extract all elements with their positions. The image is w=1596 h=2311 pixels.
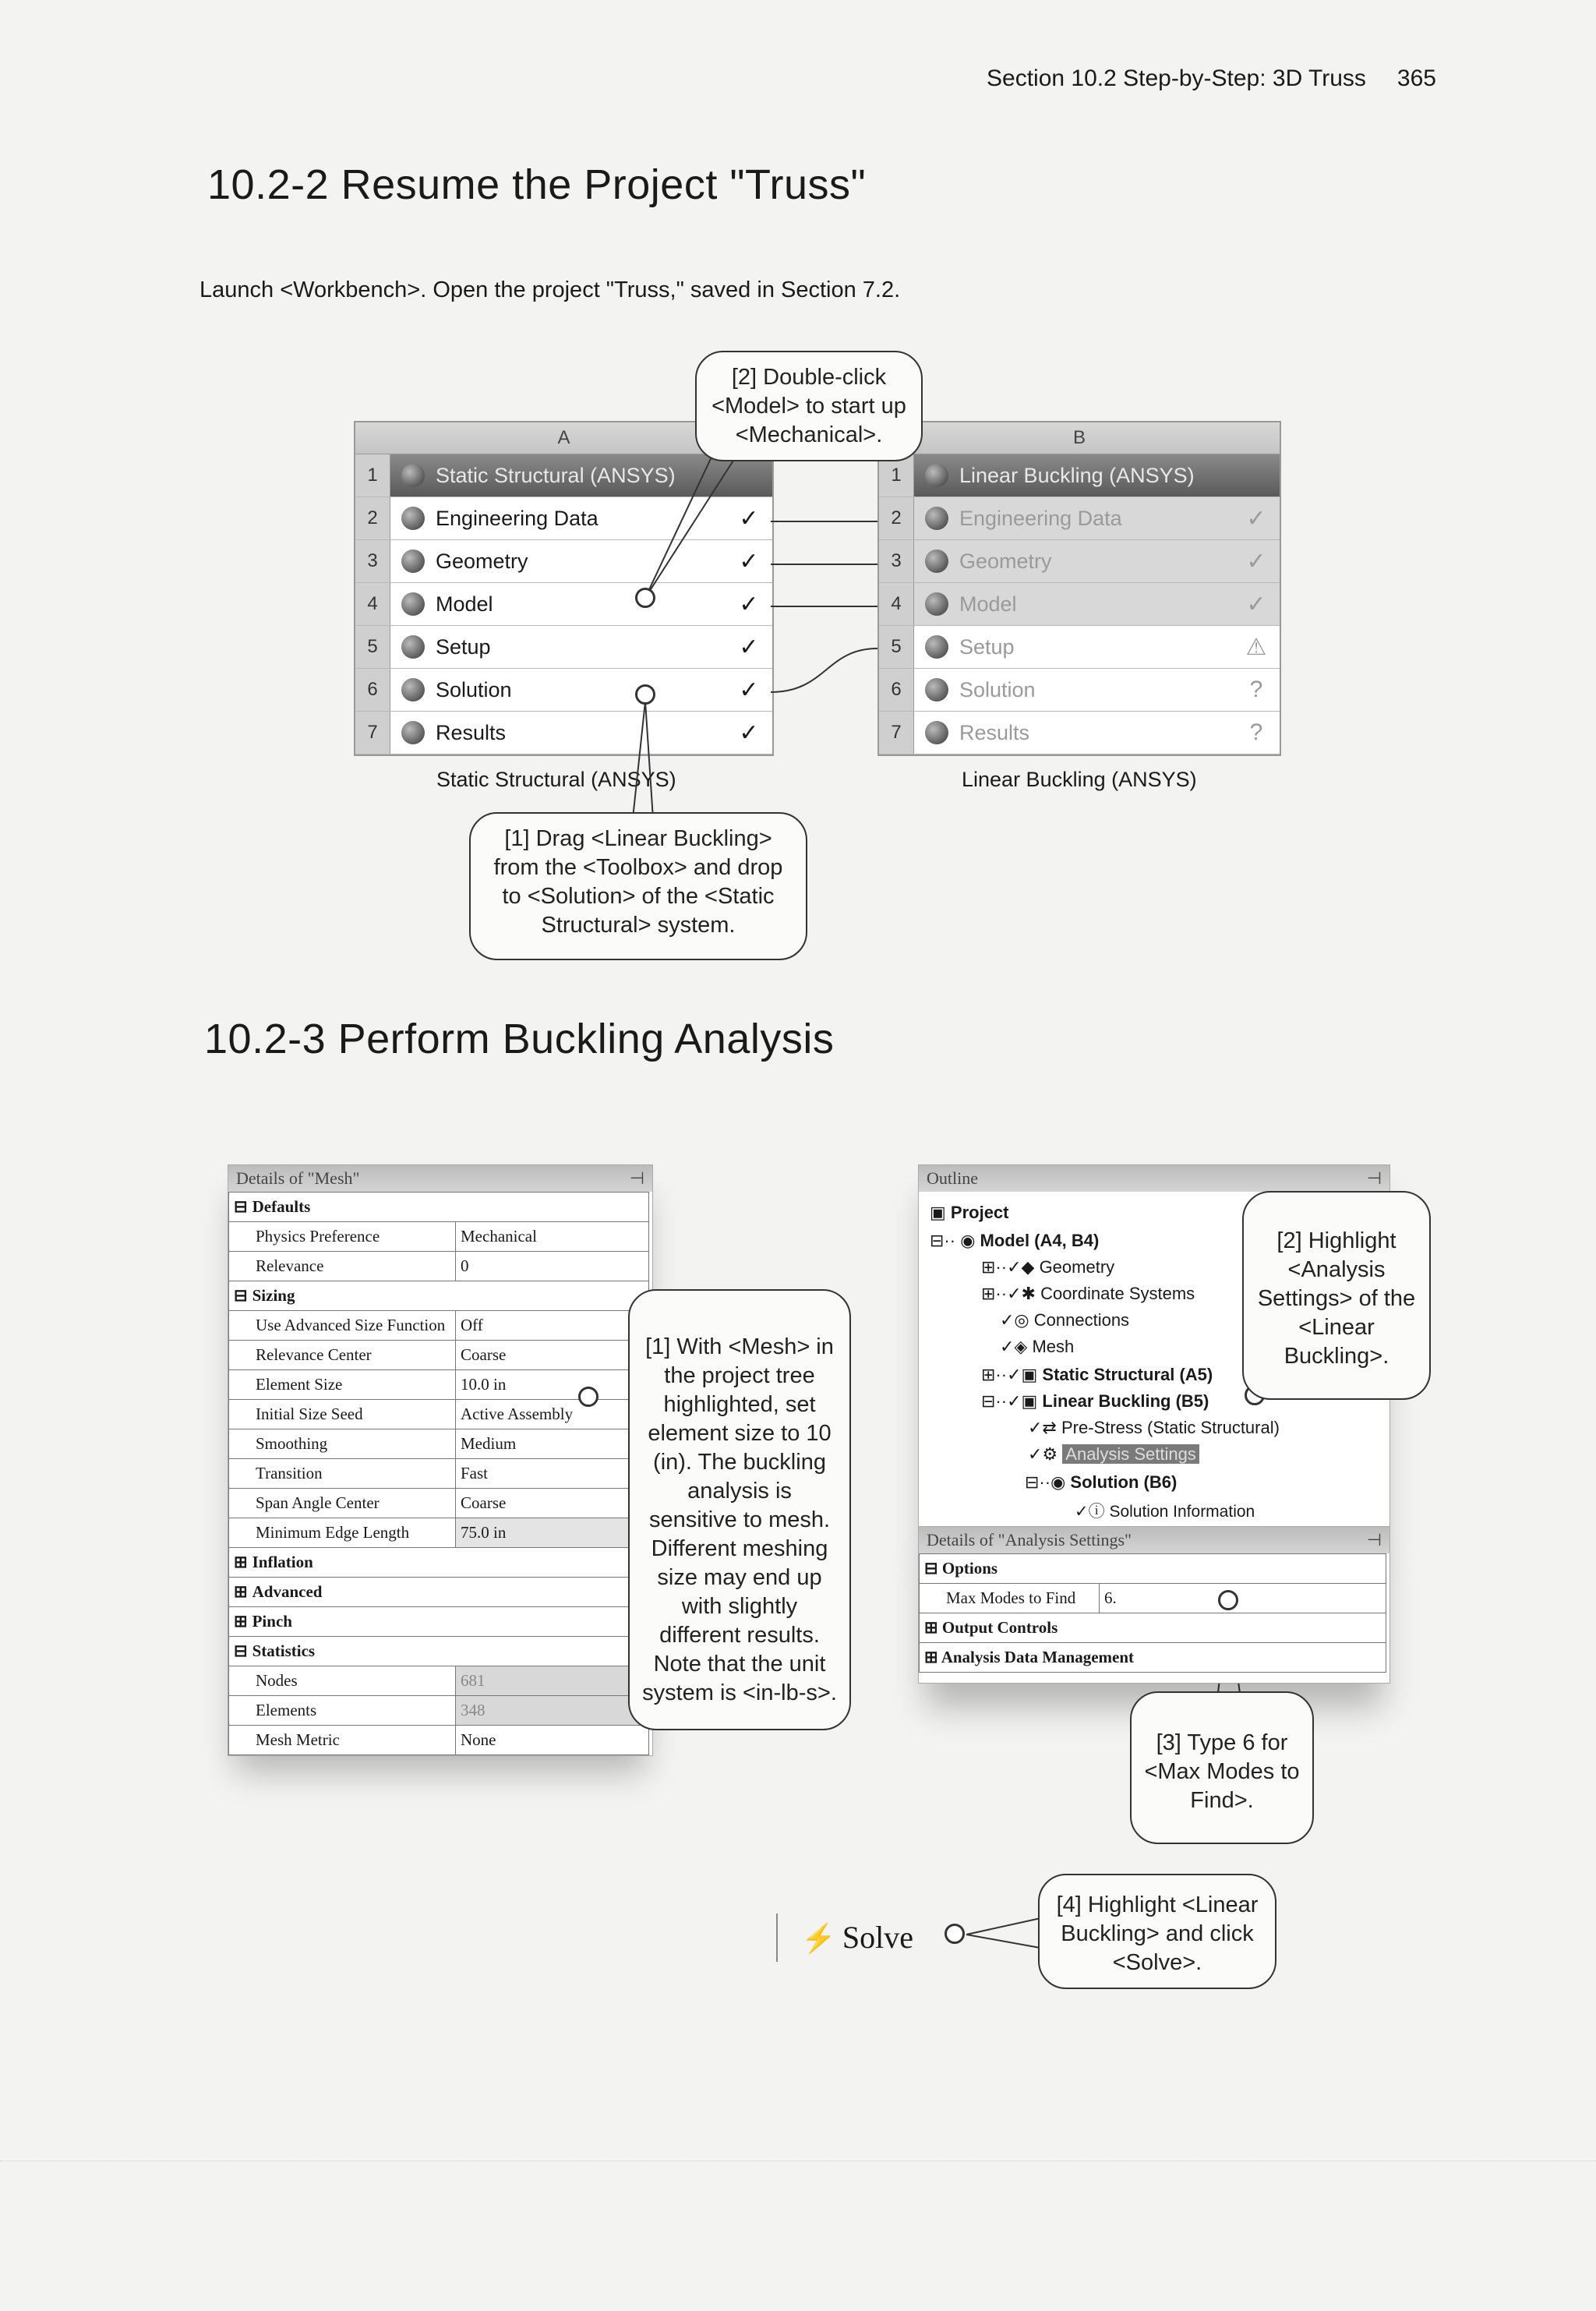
page-number: 365 (1396, 65, 1436, 91)
property-label: Physics Preference (229, 1222, 456, 1252)
details-property-row[interactable] (229, 1252, 649, 1281)
property-value[interactable]: Mechanical (456, 1222, 649, 1252)
tree-solution[interactable]: ⊟··◉ Solution (B6) (1025, 1472, 1178, 1492)
group-label: Inflation (252, 1553, 313, 1571)
property-label: Span Angle Center (229, 1489, 456, 1518)
tree-project-label: Project (950, 1203, 1009, 1222)
pin-icon[interactable]: ⊣ (1366, 1168, 1382, 1188)
group-label: Advanced (252, 1582, 323, 1601)
group-header[interactable] (229, 1548, 649, 1578)
group-header[interactable] (229, 1281, 649, 1311)
property-label: Elements (229, 1696, 456, 1726)
row-label: Results (436, 720, 507, 744)
group-header[interactable] (229, 1607, 649, 1637)
details-group-row[interactable] (229, 1607, 649, 1637)
mesh-details-title-text: Details of "Mesh" (236, 1168, 360, 1188)
row-number: 5 (879, 626, 914, 668)
status-icon: ✓ (739, 634, 759, 660)
tree-pre-stress[interactable]: ✓⇄ Pre-Stress (Static Structural) (1028, 1418, 1280, 1437)
status-icon: ✓ (1246, 505, 1266, 532)
collapse-icon[interactable]: ⊟ (234, 1641, 248, 1660)
section-title-buckling: 10.2-3 Perform Buckling Analysis (204, 1016, 835, 1062)
max-modes-field[interactable]: 6. (1100, 1584, 1386, 1613)
details-property-row[interactable] (229, 1696, 649, 1726)
row-number: 2 (879, 497, 914, 539)
callout-anchor-model (635, 588, 655, 608)
property-label: Relevance Center (229, 1341, 456, 1370)
tree-project[interactable]: ▣ Project (930, 1203, 1009, 1222)
row-number: 3 (355, 540, 390, 582)
status-icon: ✓ (1246, 548, 1266, 574)
property-value[interactable]: Coarse (456, 1341, 649, 1370)
status-icon: ? (1249, 719, 1263, 745)
details-group-row[interactable] (229, 1548, 649, 1578)
details-group-row[interactable] (229, 1281, 649, 1311)
row-label: Solution (959, 677, 1036, 701)
details-property-row[interactable] (229, 1489, 649, 1518)
group-label: Sizing (252, 1286, 295, 1305)
expand-icon[interactable]: ⊞ (234, 1553, 248, 1571)
solve-button[interactable] (776, 1913, 924, 1962)
property-label: Minimum Edge Length (229, 1518, 456, 1548)
status-icon: ✓ (1246, 591, 1266, 617)
row-number: 3 (879, 540, 914, 582)
mesh-details-table (228, 1192, 649, 1755)
system-a-caption: Static Structural (ANSYS) (436, 768, 676, 791)
tree-coordinate-systems[interactable]: ⊞··✓✱ Coordinate Systems (981, 1284, 1195, 1303)
row-number: 5 (355, 626, 390, 668)
lightning-icon: ⚡ (801, 1923, 836, 1954)
section-title-resume: 10.2-2 Resume the Project "Truss" (207, 161, 867, 208)
row-number: 1 (355, 454, 390, 496)
analysis-settings-details-panel (918, 1526, 1390, 1684)
details-property-row[interactable] (229, 1429, 649, 1459)
mesh-details-title (228, 1165, 652, 1192)
tree-solution-label: Solution (B6) (1070, 1472, 1178, 1492)
row-label: Engineering Data (959, 506, 1122, 530)
collapse-icon[interactable]: ⊟ (234, 1197, 248, 1216)
analysis-details-title (919, 1527, 1389, 1553)
details-group-row[interactable] (229, 1578, 649, 1607)
row-label: Results (959, 720, 1030, 744)
tree-mesh-label: Mesh (1032, 1337, 1075, 1356)
group-options-label: Options (941, 1559, 998, 1578)
group-output-controls[interactable]: ⊞ Output Controls (920, 1613, 1386, 1643)
row-number: 4 (879, 583, 914, 625)
tree-geometry-label: Geometry (1039, 1257, 1115, 1277)
details-property-row[interactable] (229, 1518, 649, 1548)
tree-geometry[interactable]: ⊞··✓◆ Geometry (981, 1257, 1115, 1277)
tree-solution-information-label: Solution Information (1109, 1503, 1255, 1521)
property-value[interactable]: Coarse (456, 1489, 649, 1518)
tree-model-label: Model (A4, B4) (980, 1231, 1100, 1250)
tree-static-structural-label: Static Structural (A5) (1042, 1365, 1213, 1384)
outline-title-text: Outline (927, 1168, 978, 1188)
row-label: Solution (436, 677, 512, 701)
tree-solution-information[interactable]: ✓ⓘ Solution Information (1075, 1503, 1255, 1521)
property-label: Element Size (229, 1370, 456, 1400)
property-value[interactable]: 10.0 in (456, 1370, 649, 1400)
callout-anchor-solve (945, 1924, 965, 1944)
status-icon: ✓ (739, 719, 759, 746)
tree-static-structural[interactable]: ⊞··✓▣ Static Structural (A5) (981, 1365, 1213, 1384)
analysis-details-title-text: Details of "Analysis Settings" (927, 1530, 1132, 1550)
system-column-header: B (879, 422, 1280, 454)
callout-click-solve: [4] Highlight <Linear Buckling> and click <Solve>. (1038, 1874, 1276, 1989)
property-value[interactable]: 348 (456, 1696, 649, 1726)
group-analysis-data-management[interactable]: ⊞ Analysis Data Management (920, 1643, 1386, 1673)
details-property-row[interactable] (229, 1311, 649, 1341)
solve-label: Solve (842, 1920, 913, 1955)
row-number: 6 (879, 669, 914, 711)
row-label: Linear Buckling (ANSYS) (959, 463, 1195, 487)
status-icon: ✓ (739, 677, 759, 703)
details-group-row[interactable] (229, 1637, 649, 1666)
property-label: Initial Size Seed (229, 1400, 456, 1429)
property-label: Relevance (229, 1252, 456, 1281)
row-number: 6 (355, 669, 390, 711)
tree-model[interactable]: ⊟·· ◉ Model (A4, B4) (930, 1231, 1100, 1250)
property-value[interactable]: 0 (456, 1252, 649, 1281)
callout-drag-linear-buckling: [1] Drag <Linear Buckling> from the <Toolbox> and drop to <Solution> of the <Static Structural> system. (469, 812, 807, 960)
details-property-row[interactable] (229, 1666, 649, 1696)
property-value[interactable]: 75.0 in (456, 1518, 649, 1548)
group-output-controls-label: Output Controls (941, 1618, 1058, 1637)
callout-type-max-modes: [3] Type 6 for <Max Modes to Find>. (1130, 1691, 1314, 1844)
tree-mesh[interactable]: ✓◈ Mesh (1000, 1337, 1075, 1356)
row-number: 7 (879, 712, 914, 754)
property-value[interactable]: 681 (456, 1666, 649, 1696)
row-number: 1 (879, 454, 914, 496)
system-b-caption: Linear Buckling (ANSYS) (962, 768, 1197, 791)
row-label: Setup (959, 634, 1015, 659)
callout-anchor-solution (635, 684, 655, 705)
group-label: Defaults (252, 1197, 311, 1216)
tree-pre-stress-label: Pre-Stress (Static Structural) (1061, 1418, 1280, 1437)
group-header[interactable] (229, 1578, 649, 1607)
details-property-row[interactable] (229, 1459, 649, 1489)
outline-title (919, 1165, 1389, 1192)
status-icon: ? (1249, 677, 1263, 702)
row-label: Model (436, 592, 493, 616)
row-label: Static Structural (ANSYS) (436, 463, 676, 487)
property-value[interactable]: Medium (456, 1429, 649, 1459)
property-label: Mesh Metric (229, 1726, 456, 1755)
group-header[interactable] (229, 1193, 649, 1222)
system-column-header: A (355, 422, 772, 454)
tree-coordinate-systems-label: Coordinate Systems (1040, 1284, 1195, 1303)
property-value[interactable]: Fast (456, 1459, 649, 1489)
tree-analysis-settings-label: Analysis Settings (1062, 1444, 1199, 1464)
property-label: Transition (229, 1459, 456, 1489)
property-value[interactable]: None (456, 1726, 649, 1755)
group-header[interactable] (229, 1637, 649, 1666)
callout-anchor-max-modes (1218, 1590, 1238, 1610)
tree-linear-buckling-label: Linear Buckling (B5) (1042, 1391, 1209, 1411)
status-icon: ✓ (739, 591, 759, 617)
expand-icon[interactable]: ⊞ (234, 1612, 248, 1631)
property-label: Use Advanced Size Function (229, 1311, 456, 1341)
details-property-row[interactable] (229, 1341, 649, 1370)
section-text-launch: Launch <Workbench>. Open the project "Truss," saved in Section 7.2. (200, 277, 901, 302)
status-icon: ⚠ (1245, 634, 1267, 660)
tree-connections[interactable]: ✓◎ Connections (1000, 1310, 1130, 1330)
group-label: Pinch (252, 1612, 292, 1631)
group-options[interactable]: ⊟ Options (920, 1554, 1386, 1584)
mesh-details-panel (228, 1164, 653, 1756)
row-label: Geometry (959, 549, 1052, 573)
callout-highlight-analysis-settings: [2] Highlight <Analysis Settings> of the <Linear Buckling>. (1242, 1191, 1431, 1400)
callout-double-click-model: [2] Double-click <Model> to start up <Mechanical>. (695, 351, 923, 461)
details-group-row[interactable] (229, 1193, 649, 1222)
pin-icon[interactable]: ⊣ (629, 1168, 644, 1188)
row-label: Engineering Data (436, 506, 598, 530)
property-label: Nodes (229, 1666, 456, 1696)
section-head: Section 10.2 Step-by-Step: 3D Truss (987, 65, 1366, 91)
max-modes-label: Max Modes to Find (920, 1584, 1100, 1613)
status-icon: ✓ (739, 548, 759, 574)
group-analysis-data-management-label: Analysis Data Management (941, 1648, 1135, 1666)
callout-anchor-element-size (578, 1387, 598, 1407)
status-icon: ✓ (739, 505, 759, 532)
row-number: 4 (355, 583, 390, 625)
collapse-icon[interactable]: ⊟ (234, 1286, 248, 1305)
property-label: Smoothing (229, 1429, 456, 1459)
row-number: 2 (355, 497, 390, 539)
row-number: 7 (355, 712, 390, 754)
row-label: Model (959, 592, 1017, 616)
property-value[interactable]: Off (456, 1311, 649, 1341)
tree-analysis-settings[interactable]: ✓⚙ Analysis Settings (1028, 1444, 1199, 1465)
row-label: Geometry (436, 549, 528, 573)
property-value[interactable]: Active Assembly (456, 1400, 649, 1429)
expand-icon[interactable]: ⊞ (234, 1582, 248, 1601)
tree-linear-buckling[interactable]: ⊟··✓▣ Linear Buckling (B5) (981, 1391, 1209, 1411)
details-property-row[interactable] (229, 1222, 649, 1252)
tree-connections-label: Connections (1033, 1310, 1130, 1330)
analysis-details-table (919, 1553, 1386, 1673)
callout-mesh-element-size: [1] With <Mesh> in the project tree highlighted, set element size to 10 (in). The buckling analysis is sensitive to mesh. Different meshing size may end up with slightly different results. Note that the unit system is <in-lb-s>. (628, 1289, 851, 1730)
group-label: Statistics (252, 1641, 316, 1660)
details-property-row[interactable] (229, 1726, 649, 1755)
row-label: Setup (436, 634, 491, 659)
pin-icon[interactable]: ⊣ (1366, 1530, 1382, 1550)
